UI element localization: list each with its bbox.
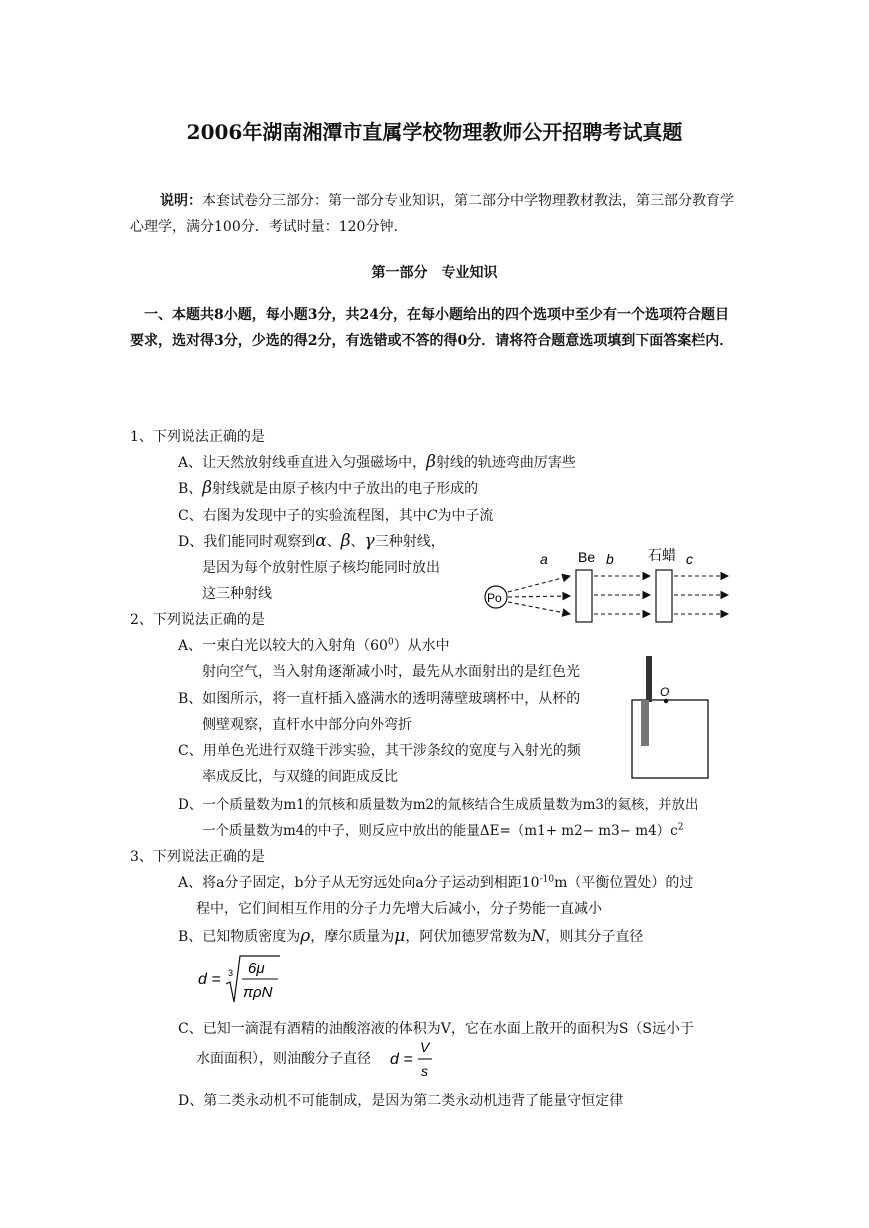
q1-a-text-1: A、让天然放射线垂直进入匀强磁场中， [178, 455, 427, 471]
q1-d-beta: β [340, 531, 351, 551]
q2-a-degree: 0 [387, 637, 394, 648]
label-a: a [540, 551, 548, 567]
q2-a-text-2: ）从水中 [393, 638, 450, 654]
q1-stem: 1、下列说法正确的是 [130, 429, 265, 445]
q2-option-c: C、用单色光进行双缝干涉实验，其干涉条纹的宽度与入射光的频 [178, 743, 581, 759]
q1-d-text-2: 三种射线， [374, 534, 445, 550]
formula-b-numerator: 6μ [248, 960, 265, 977]
q2-option-b: B、如图所示，将一直杆插入盛满水的透明薄壁玻璃杯中，从杯的 [178, 691, 581, 707]
label-c: c [686, 551, 693, 567]
q2-d-text-2: 一个质量数为m4的中子，则反应中放出的能量ΔE=（m1+ m2− m3− m4）c [202, 823, 678, 839]
note-label: 说明： [160, 193, 202, 209]
formula-b-denominator: πρN [243, 984, 273, 1001]
q3-a-line-2: 程中，它们间相互作用的分子力先增大后减小，分子势能一直减小 [196, 901, 602, 917]
q2-a-line-2: 射向空气，当入射角逐渐减小时，最先从水面射出的是红色光 [202, 664, 580, 680]
q2-d-line-2 [202, 819, 683, 839]
q3-option-a [178, 872, 693, 892]
q3-b-n: N [531, 926, 546, 945]
q2-option-a [178, 635, 450, 655]
q3-c-line-2: 水面面积），则油酸分子直径 [196, 1051, 371, 1067]
paraffin-plate [656, 570, 672, 622]
q3-b-text-3: ，阿伏加德罗常数为 [405, 929, 532, 945]
q1-b-symbol: β [202, 478, 213, 498]
q3-b-text-1: B、已知物质密度为 [178, 929, 301, 945]
q1-c-symbol: C [426, 508, 438, 524]
q2-option-d: D、一个质量数为m1的氘核和质量数为m2的氚核结合生成质量数为m3的氦核，并放出 [178, 797, 699, 813]
q1-option-b [178, 478, 478, 498]
q1-option-d [178, 531, 445, 551]
beryllium-plate [576, 570, 592, 622]
rod-in-water [641, 700, 649, 746]
q3-b-text-4: ，则其分子直径 [545, 929, 644, 945]
q3-option-b [178, 926, 643, 946]
formula-v-over-s [388, 1036, 438, 1084]
rod-above-water [646, 656, 652, 702]
q2-c-line-2: 率成反比，与双缝的间距成反比 [202, 769, 398, 785]
q3-a-text-2: m（平衡位置处）的过 [554, 875, 694, 891]
q2-d-squared: 2 [677, 822, 684, 833]
q2-stem: 2、下列说法正确的是 [130, 612, 265, 628]
q1-c-text-1: C、右图为发现中子的实验流程图，其中 [178, 508, 427, 524]
q3-b-rho: ρ [300, 926, 311, 946]
q2-b-line-2: 侧壁观察，直杆水中部分向外弯折 [202, 717, 412, 733]
label-o: O [660, 685, 670, 699]
q1-a-text-2: 射线的轨迹弯曲厉害些 [435, 455, 576, 471]
q3-b-mu: μ [394, 926, 406, 946]
alpha-ray-2 [508, 596, 570, 597]
q1-d-sep-2: 、 [350, 534, 365, 550]
q1-d-sep-1: 、 [326, 534, 341, 550]
note-text: 本套试卷分三部分：第一部分专业知识，第二部分中学物理教材教法，第三部分教育学心理学，满分100分．考试时量：120分钟． [130, 193, 734, 235]
formula-cube-root [196, 952, 296, 1010]
label-b: b [606, 551, 614, 567]
q1-d-text-1: D、我们能同时观察到 [178, 534, 316, 550]
q3-b-text-2: ，摩尔质量为 [310, 929, 395, 945]
alpha-ray-1 [508, 576, 570, 592]
formula-c-denominator: s [421, 1063, 428, 1079]
q3-stem: 3、下列说法正确的是 [130, 849, 265, 865]
exam-note [130, 188, 740, 240]
q1-b-text-2: 射线就是由原子核内中子放出的电子形成的 [212, 481, 479, 497]
q3-option-d: D、第二类永动机不可能制成，是因为第二类永动机违背了能量守恒定律 [178, 1093, 624, 1109]
glass-rod-figure [626, 654, 716, 784]
q1-d-line-2: 是因为每个放射性原子核均能同时放出 [202, 560, 440, 576]
alpha-ray-3 [508, 602, 570, 614]
label-wax: 石蜡 [648, 547, 676, 563]
label-po: Po [487, 591, 502, 605]
point-o [664, 699, 668, 703]
label-be: Be [578, 549, 596, 565]
instructions: 一、本题共8小题，每小题3分，共24分，在每小题给出的四个选项中至少有一个选项符合题目要求，选对得3分，少选的得2分，有选错或不答的得0分．请将符合题意选项填到下面答案栏内． [130, 307, 734, 349]
q1-d-alpha: α [315, 531, 327, 551]
q1-c-text-2: 为中子流 [437, 508, 494, 524]
q3-a-text-1: A、将a分子固定，b分子从无穷远处向a分子运动到相距10 [178, 875, 540, 891]
q3-a-exponent: -10 [539, 874, 555, 885]
q1-b-text-1: B、 [178, 481, 203, 497]
q1-a-symbol: β [426, 452, 436, 472]
formula-c-numerator: V [420, 1039, 430, 1055]
formula-b-index: 3 [228, 968, 234, 978]
q1-option-c [178, 505, 493, 525]
q3-option-c: C、已知一滴混有酒精的油酸溶液的体积为V，它在水面上散开的面积为S（S远小于 [178, 1021, 695, 1037]
q2-a-text-1: A、一束白光以较大的入射角（60 [178, 638, 388, 654]
page-title: 2006年湖南湘潭市直属学校物理教师公开招聘考试真题 [186, 120, 683, 144]
formula-b-lhs: d = [198, 971, 221, 988]
neutron-discovery-figure [478, 540, 748, 630]
q1-d-gamma: γ [364, 531, 375, 551]
q1-d-line-3: 这三种射线 [202, 586, 272, 602]
formula-c-lhs: d = [390, 1051, 413, 1068]
section-title: 第一部分 专业知识 [371, 265, 498, 281]
q1-option-a [178, 452, 576, 472]
